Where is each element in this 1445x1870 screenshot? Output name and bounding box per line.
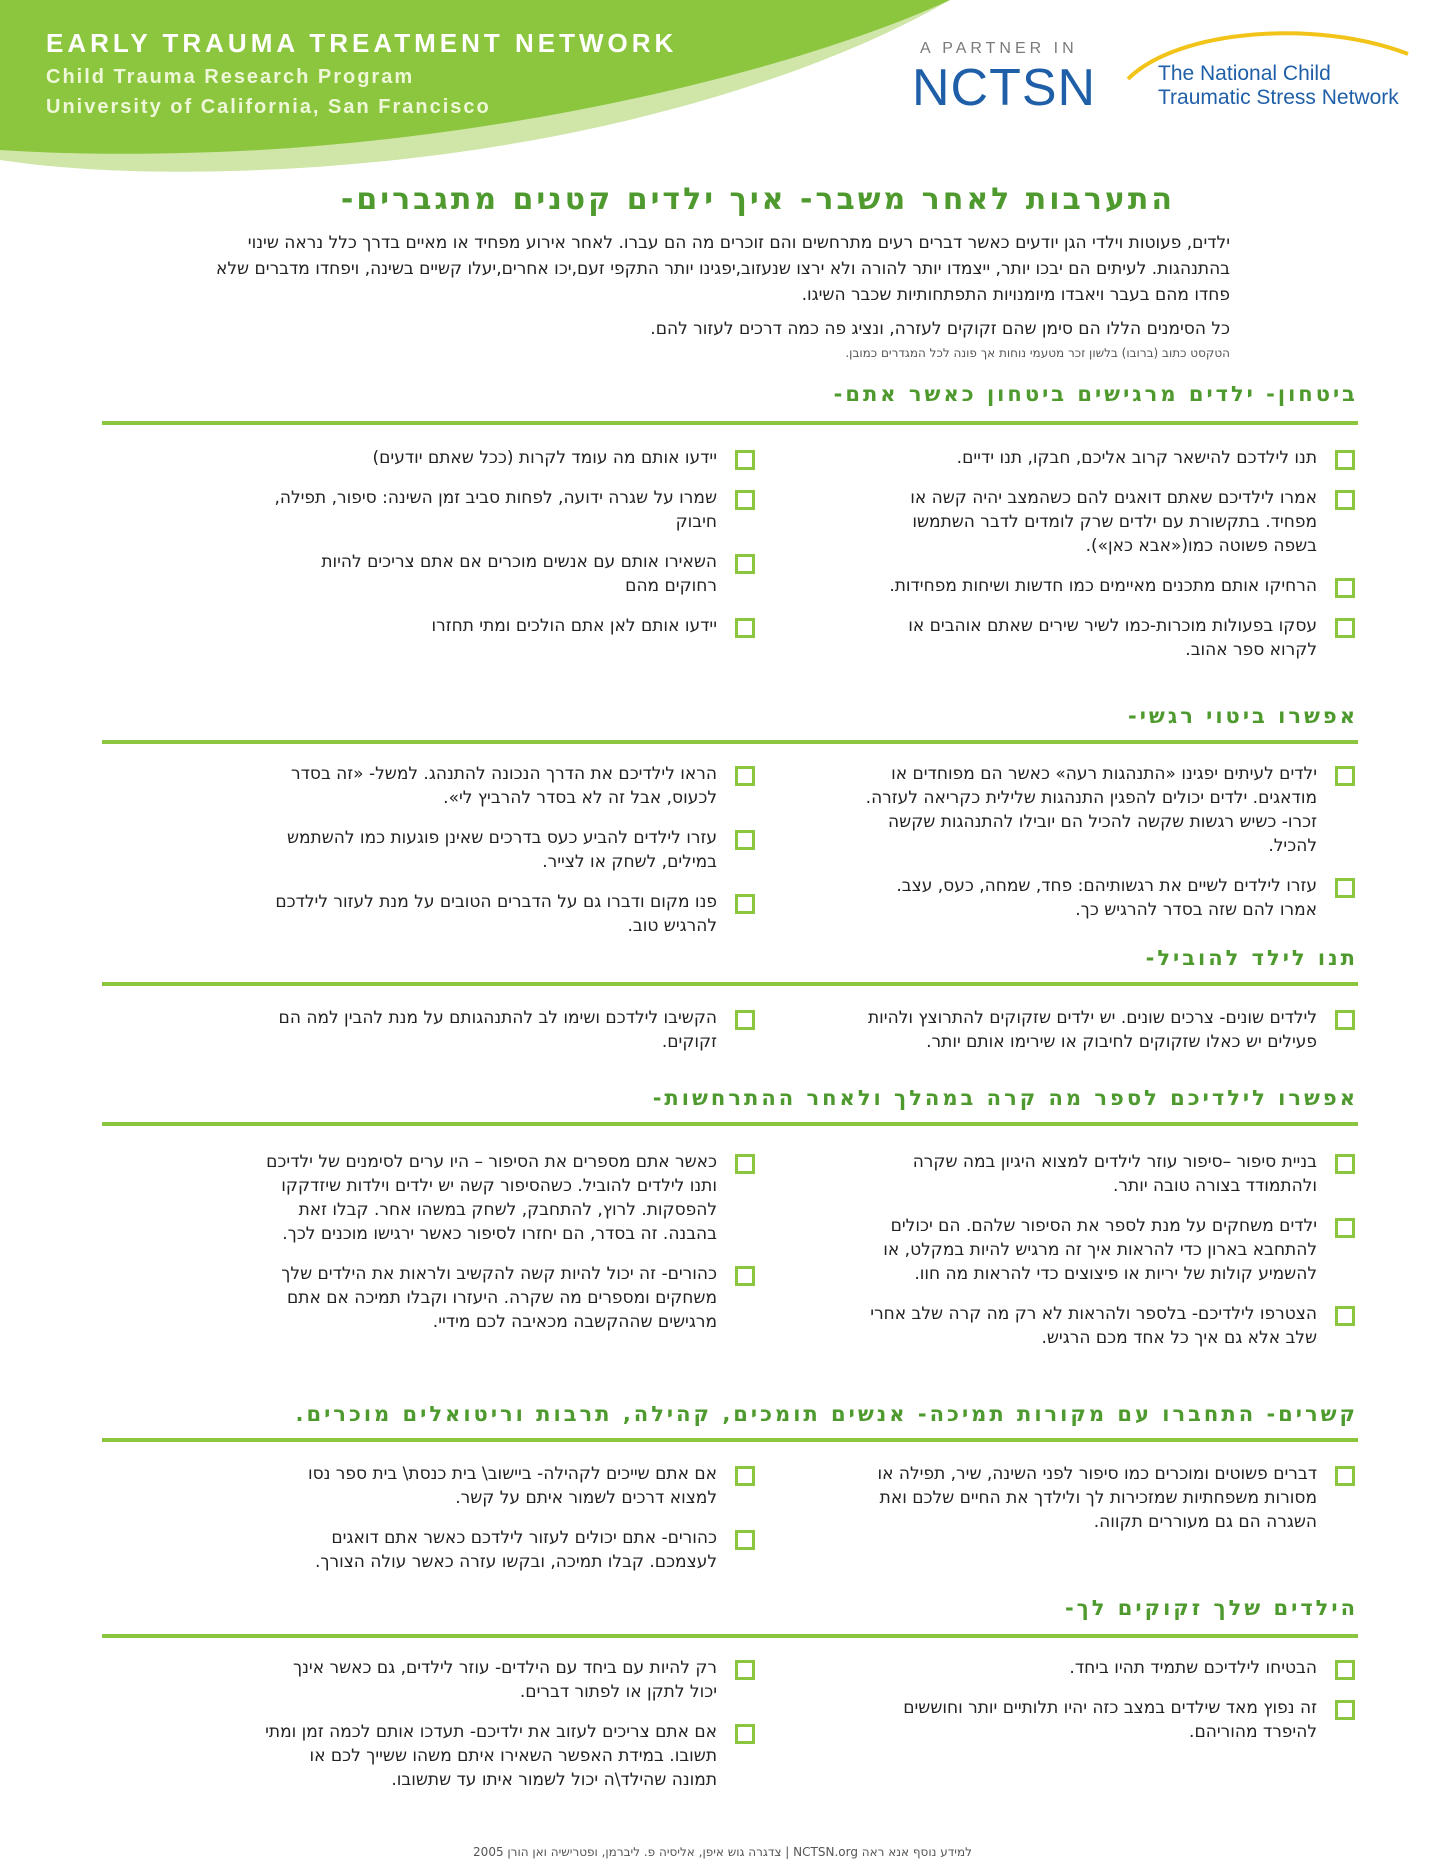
list-item: הצטרפו לילדיכם- בלספר ולהראות לא רק מה קרה שלב אחרי שלב אלא גם איך כל אחד מכם הרגיש. bbox=[865, 1302, 1355, 1350]
list-item: הקשיבו לילדכם ושימו לב להתנהגותם על מנת להבין למה הם זקוקים. bbox=[265, 1006, 755, 1054]
section-title-child-lead: תנו לילד להוביל- bbox=[1145, 946, 1358, 970]
checkbox-icon[interactable] bbox=[735, 1154, 755, 1174]
section-title-emotional-expression: אפשרו ביטוי רגשי- bbox=[1128, 704, 1358, 728]
section-divider bbox=[102, 1122, 1358, 1126]
checkbox-icon[interactable] bbox=[735, 618, 755, 638]
section-divider bbox=[102, 1634, 1358, 1638]
intro-summary: כל הסימנים הללו הם סימן שהם זקוקים לעזרה, ונציג פה כמה דרכים לעזור להם. bbox=[650, 319, 1230, 339]
section-divider bbox=[102, 421, 1358, 425]
list-item: שמרו על שגרה ידועה, לפחות סביב זמן השינה: סיפור, תפילה, חיבוק bbox=[265, 486, 755, 534]
list-item: יידעו אותם מה עומד לקרות (ככל שאתם יודעים) bbox=[265, 446, 755, 470]
checkbox-icon[interactable] bbox=[735, 1660, 755, 1680]
org-name: EARLY TRAUMA TREATMENT NETWORK bbox=[46, 28, 678, 58]
list-item: תנו לילדכם להישאר קרוב אליכם, חבקו, תנו ידיים. bbox=[865, 446, 1355, 470]
list-item: ילדים משחקים על מנת לספר את הסיפור שלהם. הם יכולים להתחבא בארון כדי להראות איך זה מרגיש להיות במקלט, או להשמיע קולות של יריות או פיצוצים כדי להראות מה חוו. bbox=[865, 1214, 1355, 1286]
list-item: אם אתם צריכים לעזוב את ילדיכם- תעדכו אותם לכמה זמן ומתי תשובו. במידת האפשר השאירו איתם משהו ששייך לכם או תמונה שהילד\ה יכול לשמור איתו עד שתשובו. bbox=[265, 1720, 755, 1792]
checkbox-icon[interactable] bbox=[1335, 578, 1355, 598]
section-divider bbox=[102, 1438, 1358, 1442]
footer-credits: למידע נוסף אנא ראה NCTSN.org | צדגרה גוש איפן, אליסיה פ. ליברמן, ופטרישיה ואן הורן 2005 bbox=[473, 1845, 972, 1859]
list-item: זה נפוץ מאד שילדים במצב כזה יהיו תלותיים יותר וחוששים להיפרד מהוריהם. bbox=[865, 1696, 1355, 1744]
section-divider bbox=[102, 740, 1358, 744]
checkbox-icon[interactable] bbox=[1335, 1466, 1355, 1486]
partner-label: A PARTNER IN bbox=[920, 40, 1078, 57]
page-title: התערבות לאחר משבר- איך ילדים קטנים מתגברים- bbox=[340, 182, 1175, 217]
checkbox-icon[interactable] bbox=[1335, 490, 1355, 510]
checkbox-icon[interactable] bbox=[1335, 1154, 1355, 1174]
list-item: אם אתם שייכים לקהילה- ביישוב\ בית כנסת\ בית ספר נסו למצוא דרכים לשמור איתם על קשר. bbox=[265, 1462, 755, 1510]
checkbox-icon[interactable] bbox=[1335, 1660, 1355, 1680]
emotion-left-column bbox=[265, 762, 755, 954]
checkbox-icon[interactable] bbox=[735, 1466, 755, 1486]
connections-left-column bbox=[265, 1462, 755, 1590]
checkbox-icon[interactable] bbox=[735, 450, 755, 470]
section-title-need-you: הילדים שלך זקוקים לך- bbox=[1064, 1596, 1358, 1620]
university-name: University of California, San Francisco bbox=[46, 96, 491, 118]
program-name: Child Trauma Research Program bbox=[46, 66, 415, 88]
safety-left-column bbox=[265, 446, 755, 654]
child-lead-left-column bbox=[265, 1006, 755, 1070]
story-right-column bbox=[865, 1150, 1355, 1366]
section-title-safety: ביטחון- ילדים מרגישים ביטחון כאשר אתם- bbox=[833, 382, 1358, 406]
safety-right-column bbox=[865, 446, 1355, 678]
checkbox-icon[interactable] bbox=[1335, 618, 1355, 638]
checkbox-icon[interactable] bbox=[1335, 1306, 1355, 1326]
checkbox-icon[interactable] bbox=[735, 1530, 755, 1550]
checkbox-icon[interactable] bbox=[735, 490, 755, 510]
list-item: ילדים לעיתים יפגינו «התנהגות רעה» כאשר הם מפוחדים או מודאגים. ילדים יכולים להפגין התנהגות שלילית כקריאה לעזרה. זכרו- כשיש רגשות שקשה להכיל הם יובילו להתנהגות שקשה להכיל. bbox=[865, 762, 1355, 858]
section-title-tell-story: אפשרו לילדיכם לספר מה קרה במהלך ולאחר ההתרחשות- bbox=[652, 1086, 1358, 1110]
network-name-line1: The National Child bbox=[1158, 62, 1331, 85]
checkbox-icon[interactable] bbox=[1335, 450, 1355, 470]
network-name-line2: Traumatic Stress Network bbox=[1158, 86, 1399, 109]
checkbox-icon[interactable] bbox=[1335, 1218, 1355, 1238]
nctsn-logo: NCTSN bbox=[912, 59, 1097, 117]
intro-paragraph: ילדים, פעוטות וילדי הגן יודעים כאשר דברים רעים מתרחשים והם זוכרים מה הם עברו. לאחר אירוע מפחיד או מאיים בדרך כלל נראה שינוי בהתנהגות. לעיתים הם יבכו יותר, ייצמדו יותר להורה ולא ירצו שנעזוב,יפגינו יותר התקפי זעם,יכו אחרים,יעלו קשיים בשינה, ויפחדו מדברים שלא פחדו מהם בעבר ויאבדו מיומנויות התפתחותיות שכבר השיגו. bbox=[216, 233, 1230, 305]
story-left-column bbox=[265, 1150, 755, 1350]
list-item: רק להיות עם ביחד עם הילדים- עוזר לילדים, גם כאשר אינך יכול לתקן או לפתור דברים. bbox=[265, 1656, 755, 1704]
list-item: דברים פשוטים ומוכרים כמו סיפור לפני השינה, שיר, תפילה או מסורות משפחתיות שמזכירות לך ולילדך את החיים שלכם ואת השגרה הם גם מעוררים תקווה. bbox=[865, 1462, 1355, 1534]
checkbox-icon[interactable] bbox=[1335, 1010, 1355, 1030]
list-item: הבטיחו לילדיכם שתמיד תהיו ביחד. bbox=[865, 1656, 1355, 1680]
section-divider bbox=[102, 982, 1358, 986]
checkbox-icon[interactable] bbox=[735, 1724, 755, 1744]
list-item: אמרו לילדיכם שאתם דואגים להם כשהמצב יהיה קשה או מפחיד. בתקשורת עם ילדים שרק לומדים לדבר השתמשו בשפה פשוטה כמו(«אבא כאן»). bbox=[865, 486, 1355, 558]
list-item: בניית סיפור –סיפור עוזר לילדים למצוא היגיון במה שקרה ולהתמודד בצורה טובה יותר. bbox=[865, 1150, 1355, 1198]
checkbox-icon[interactable] bbox=[1335, 878, 1355, 898]
list-item: הראו לילדיכם את הדרך הנכונה להתנהג. למשל- «זה בסדר לכעוס, אבל זה לא בסדר להרביץ לי». bbox=[265, 762, 755, 810]
checkbox-icon[interactable] bbox=[735, 894, 755, 914]
need-you-left-column bbox=[265, 1656, 755, 1808]
checkbox-icon[interactable] bbox=[735, 1266, 755, 1286]
list-item: פנו מקום ודברו גם על הדברים הטובים על מנת לעזור לילדכם להרגיש טוב. bbox=[265, 890, 755, 938]
connections-right-column bbox=[865, 1462, 1355, 1550]
emotion-right-column bbox=[865, 762, 1355, 938]
checkbox-icon[interactable] bbox=[735, 1010, 755, 1030]
checkbox-icon[interactable] bbox=[1335, 1700, 1355, 1720]
section-title-connections: קשרים- התחברו עם מקורות תמיכה- אנשים תומכים, קהילה, תרבות וריטואלים מוכרים. bbox=[295, 1402, 1358, 1426]
list-item: עסקו בפעולות מוכרות-כמו לשיר שירים שאתם אוהבים או לקרוא ספר אהוב. bbox=[865, 614, 1355, 662]
checkbox-icon[interactable] bbox=[735, 554, 755, 574]
list-item: הרחיקו אותם מתכנים מאיימים כמו חדשות ושיחות מפחידות. bbox=[865, 574, 1355, 598]
child-lead-right-column bbox=[865, 1006, 1355, 1070]
checkbox-icon[interactable] bbox=[735, 830, 755, 850]
list-item: כהורים- זה יכול להיות קשה להקשיב ולראות את הילדים שלך משחקים ומספרים מה שקרה. היעזרו וקבלו תמיכה אם אתם מרגישים שההקשבה מכאיבה לכם מידיי. bbox=[265, 1262, 755, 1334]
list-item: לילדים שונים- צרכים שונים. יש ילדים שזקוקים להתרוצץ ולהיות פעילים יש כאלו שזקוקים לחיבוק או שירימו אותם יותר. bbox=[865, 1006, 1355, 1054]
gender-note: הטקסט כתוב (ברובו) בלשון זכר מטעמי נוחות אך פונה לכל המגדרים כמובן. bbox=[845, 346, 1230, 360]
checkbox-icon[interactable] bbox=[1335, 766, 1355, 786]
checkbox-icon[interactable] bbox=[735, 766, 755, 786]
list-item: עזרו לילדים לשיים את רגשותיהם: פחד, שמחה, כעס, עצב. אמרו להם שזה בסדר להרגיש כך. bbox=[865, 874, 1355, 922]
need-you-right-column bbox=[865, 1656, 1355, 1760]
list-item: כאשר אתם מספרים את הסיפור – היו ערים לסימנים של ילדיכם ותנו לילדים להוביל. כשהסיפור קשה יש ילדים וילדות שיזדקקו להפסקות. לרוץ, להתחבק, לשחק במשהו אחר. קבלו זאת בהבנה. זה בסדר, הם יחזרו לסיפור כאשר ירגישו מוכנים לכך. bbox=[265, 1150, 755, 1246]
list-item: יידעו אותם לאן אתם הולכים ומתי תחזרו bbox=[265, 614, 755, 638]
list-item: עזרו לילדים להביע כעס בדרכים שאינן פוגעות כמו להשתמש במילים, לשחק או לצייר. bbox=[265, 826, 755, 874]
list-item: כהורים- אתם יכולים לעזור לילדכם כאשר אתם דואגים לעצמכם. קבלו תמיכה, ובקשו עזרה כאשר עולה הצורך. bbox=[265, 1526, 755, 1574]
list-item: השאירו אותם עם אנשים מוכרים אם אתם צריכים להיות רחוקים מהם bbox=[265, 550, 755, 598]
